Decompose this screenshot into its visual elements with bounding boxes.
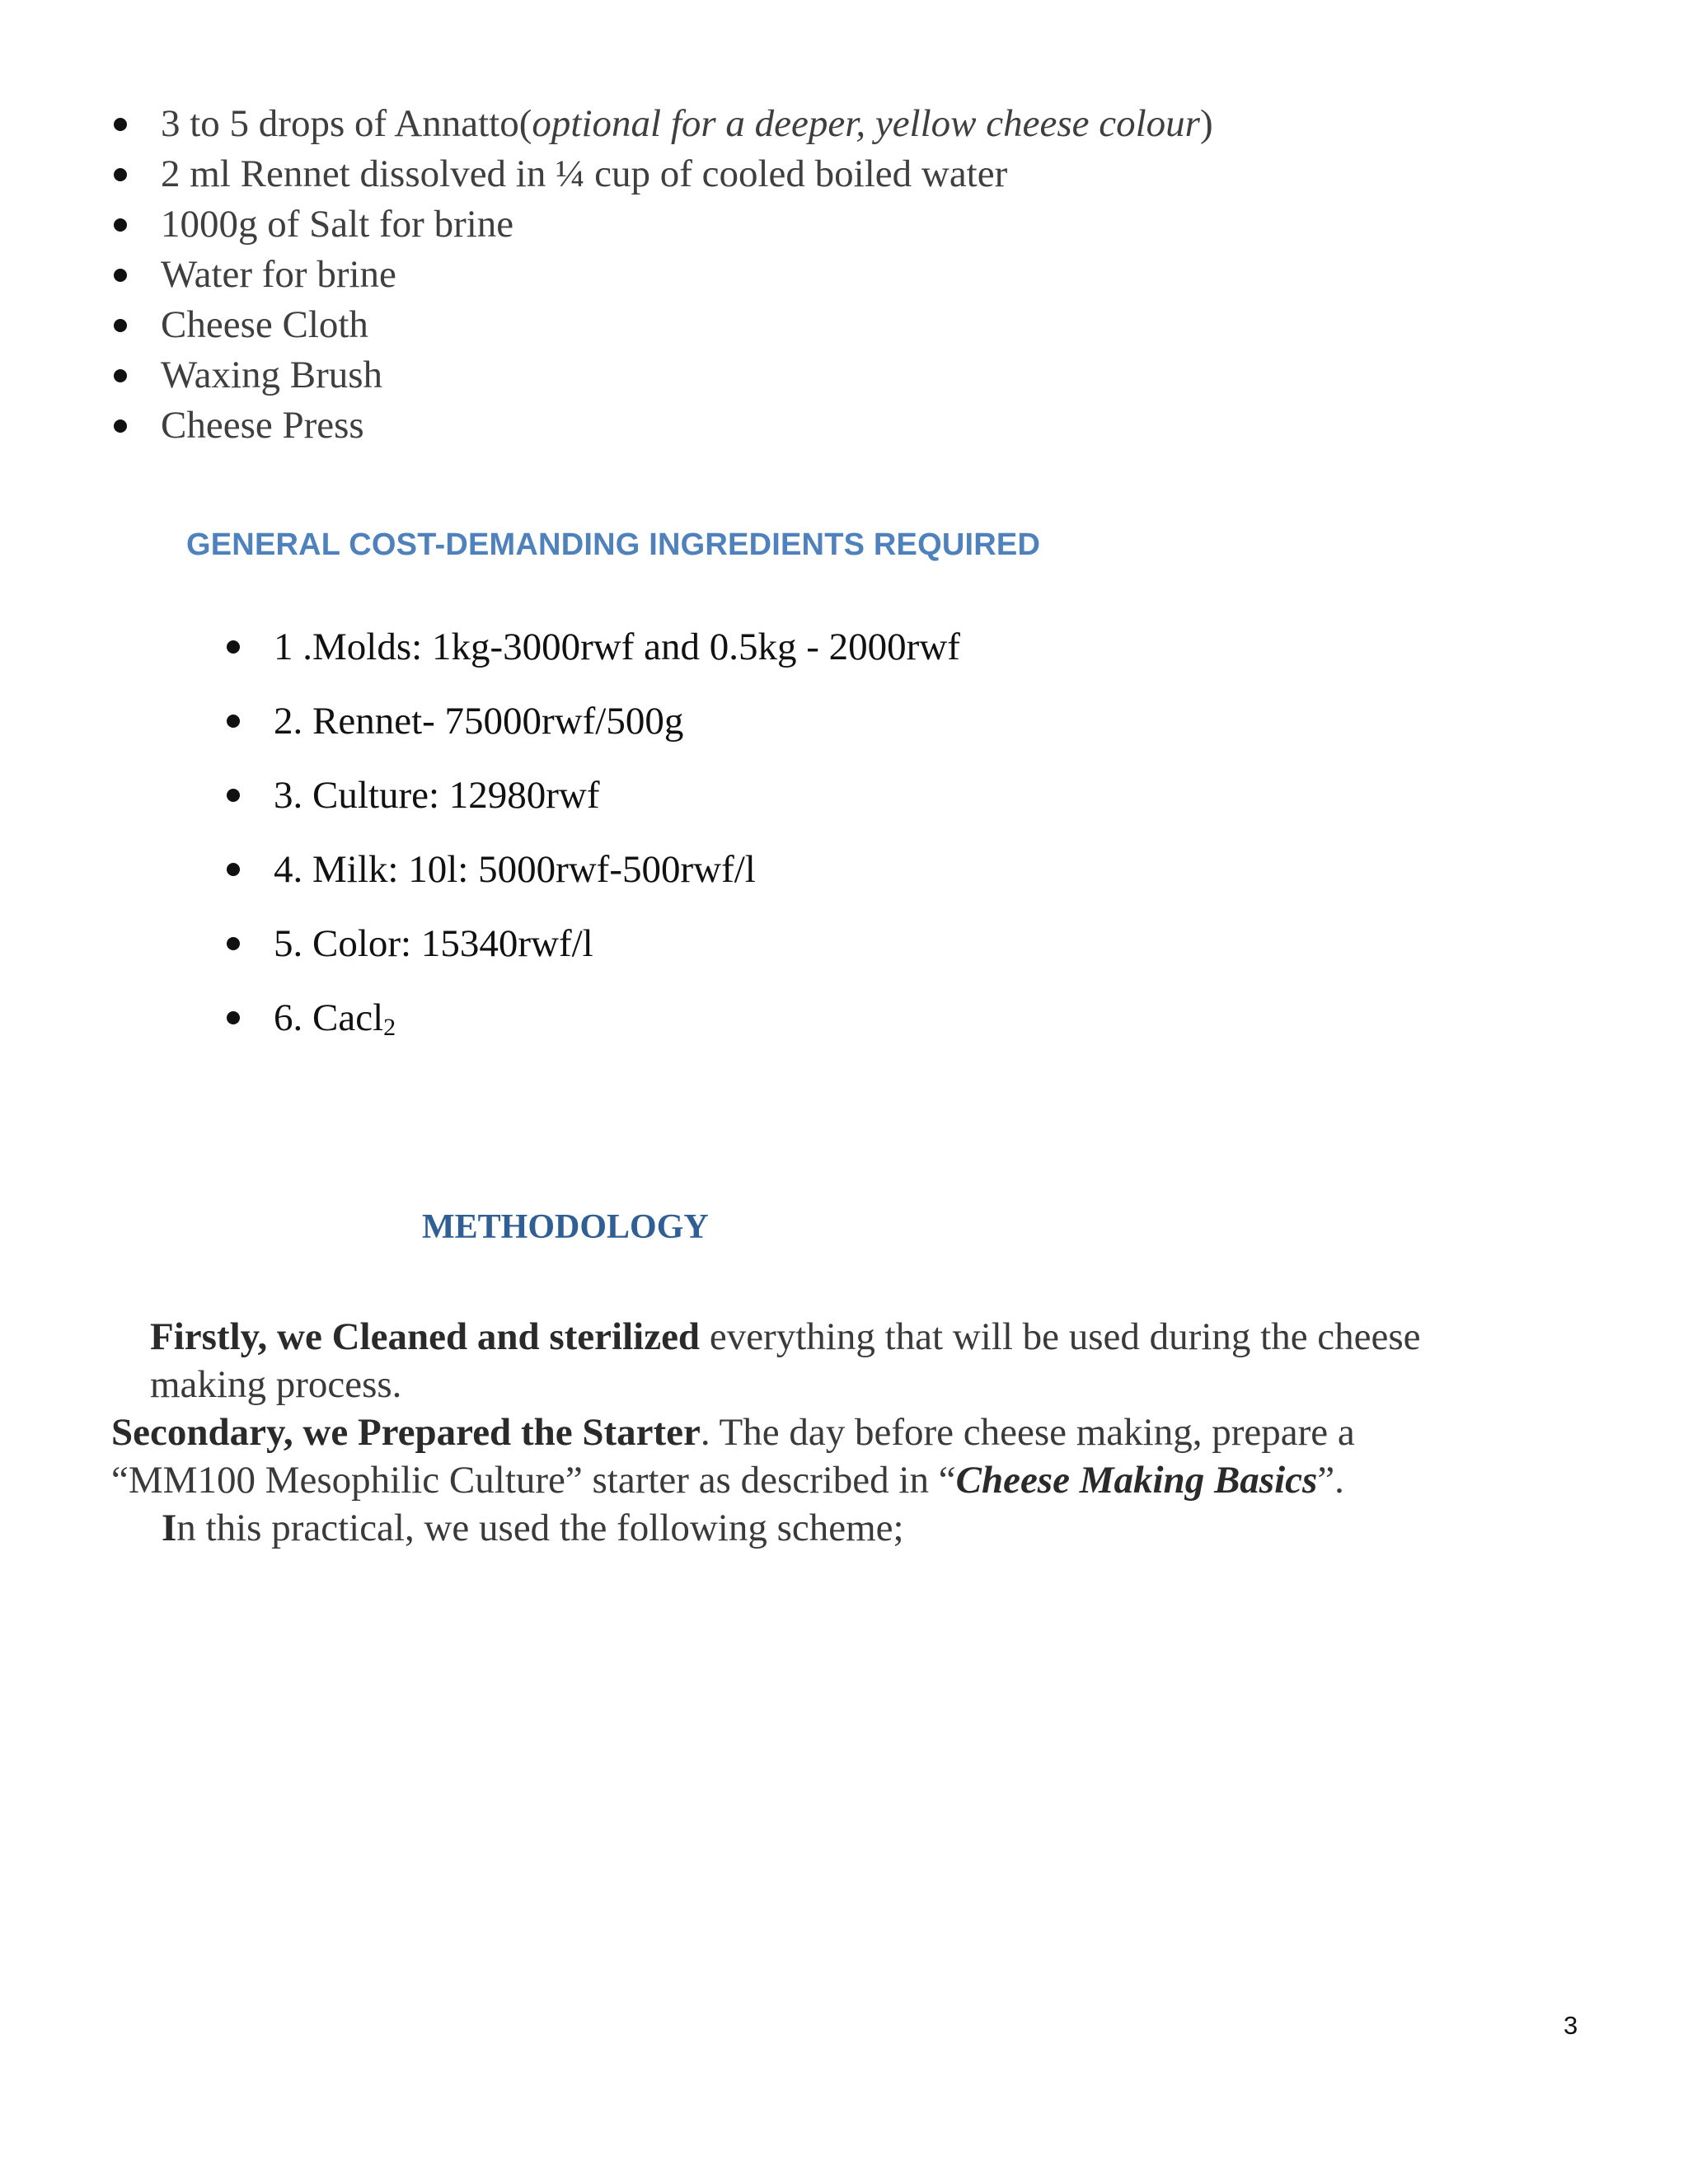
cost-item-color: 5. Color: 15340rwf/l: [218, 907, 960, 981]
page-number: 3: [1564, 2011, 1578, 2040]
supply-item-salt: 1000g of Salt for brine: [111, 199, 1213, 250]
supply-item-water: Water for brine: [111, 250, 1213, 300]
cost-list: [218, 610, 960, 1055]
supply-item-annatto: 3 to 5 drops of Annatto(optional for a deeper, yellow cheese colour): [111, 99, 1213, 149]
cost-item-cacl2: 6. Cacl$_2$: [218, 981, 960, 1055]
cost-item-molds: 1 .Molds: 1kg-3000rwf and 0.5kg - 2000rwf: [218, 610, 960, 684]
cost-item-milk: 4. Milk: 10l: 5000rwf-500rwf/l: [218, 832, 960, 907]
cost-item-culture: 3. Culture: 12980rwf: [218, 758, 960, 832]
methodology-heading: METHODOLOGY: [422, 1208, 709, 1246]
supply-item-cheese-cloth: Cheese Cloth: [111, 300, 1213, 350]
supply-item-waxing-brush: Waxing Brush: [111, 350, 1213, 401]
supply-item-rennet: 2 ml Rennet dissolved in ¼ cup of cooled boiled water: [111, 149, 1213, 199]
cost-heading: GENERAL COST-DEMANDING INGREDIENTS REQUIRED: [186, 527, 1041, 562]
supply-item-cheese-press: Cheese Press: [111, 401, 1213, 451]
supply-list: [111, 99, 1213, 451]
paragraph-clean-sterilize: Firstly, we Cleaned and sterilized everything that will be used during the cheese making process.: [150, 1315, 1421, 1406]
paragraph-scheme-intro: In this practical, we used the following scheme;: [162, 1507, 904, 1549]
cost-item-rennet: 2. Rennet- 75000rwf/500g: [218, 684, 960, 758]
paragraph-prepare-starter: Secondary, we Prepared the Starter. The day before cheese making, prepare a “MM100 Mesophilic Culture” starter as described in “Cheese Making Basics”.: [111, 1411, 1355, 1502]
